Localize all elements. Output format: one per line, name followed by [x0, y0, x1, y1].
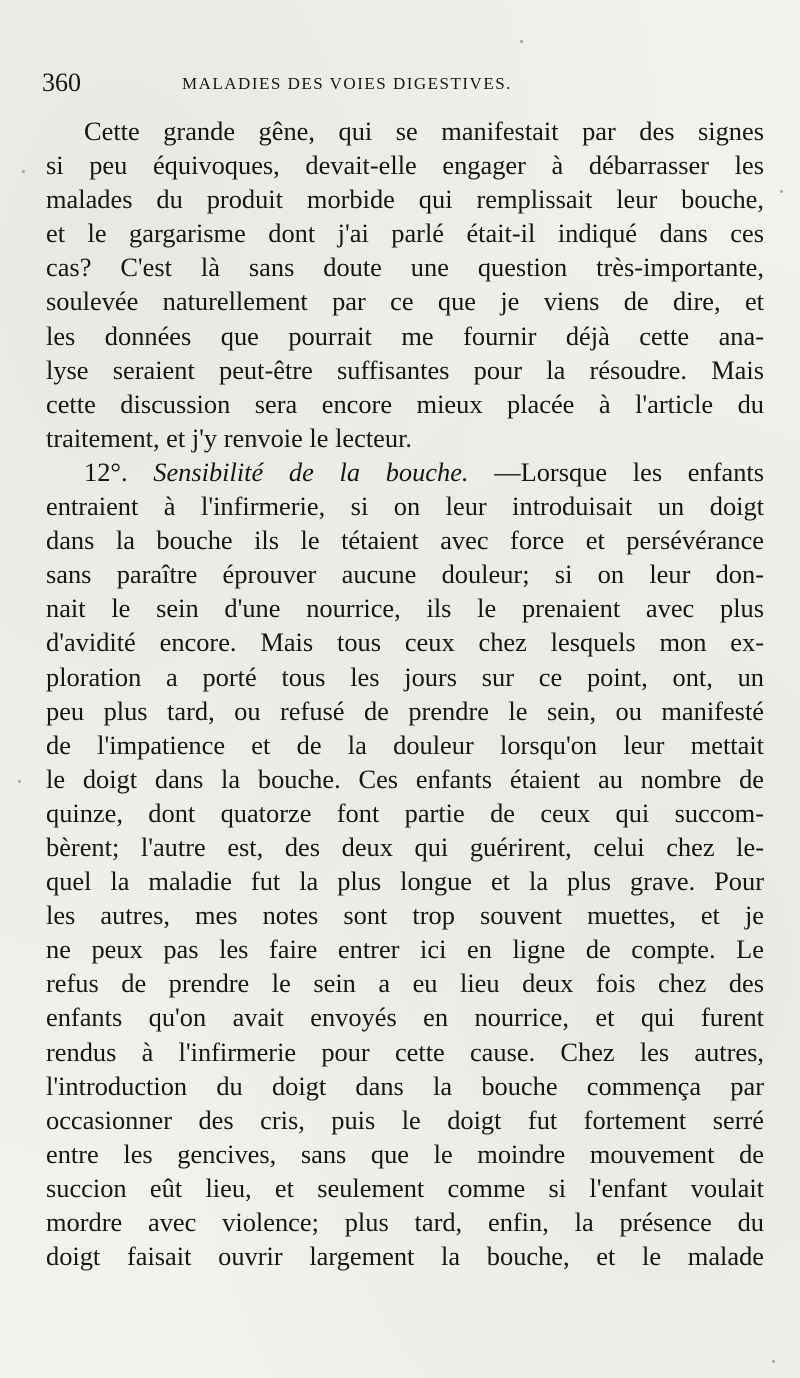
text-line: lyse seraient peut-être suffisantes pour la résoudre. Mais [46, 354, 764, 385]
text-line: mordre avec violence; plus tard, enfin, la présence du [46, 1207, 764, 1237]
paper-speck [18, 780, 21, 783]
text-line: de l'impatience et de la douleur lorsqu'on leur mettait [46, 729, 764, 760]
page-header [42, 62, 762, 102]
text-line: malades du produit morbide qui remplissait leur bouche, [46, 184, 764, 215]
text-line: quel la maladie fut la plus longue et la plus grave. Pour [46, 866, 764, 897]
paper-speck [772, 1360, 775, 1363]
text-line: occasionner des cris, puis le doigt fut fortement serré [46, 1104, 764, 1135]
page-number: 360 [42, 68, 81, 97]
text-line: refus de prendre le sein a eu lieu deux fois chez des [46, 968, 764, 999]
section-title: Sensibilité de la bouche. [153, 456, 469, 487]
text-line: nait le sein d'une nourrice, ils le prenaient avec plus [46, 593, 764, 624]
text-line: succion eût lieu, et seulement comme si l'enfant voulait [46, 1172, 764, 1203]
paper-speck [22, 170, 25, 173]
text-line: dans la bouche ils le tétaient avec force et persévérance [46, 525, 764, 556]
text-line: peu plus tard, ou refusé de prendre le sein, ou manifesté [46, 695, 764, 726]
body-text [46, 114, 764, 1273]
running-title: MALADIES DES VOIES DIGESTIVES. [182, 74, 512, 93]
section-heading-line [46, 455, 764, 489]
paper-speck [520, 40, 523, 43]
text-line: entraient à l'infirmerie, si on leur introduisait un doigt [46, 491, 764, 522]
text-line: les autres, mes notes sont trop souvent muettes, et je [46, 900, 764, 931]
text-line: si peu équivoques, devait-elle engager à débarrasser les [46, 150, 764, 181]
paper-speck [780, 190, 783, 193]
text-line: quinze, dont quatorze font partie de ceux qui succom- [46, 797, 764, 828]
text-line: rendus à l'infirmerie pour cette cause. Chez les autres, [46, 1036, 764, 1067]
text-line: cas? C'est là sans doute une question très-importante, [46, 252, 764, 283]
text-line: les données que pourrait me fournir déjà cette ana- [46, 320, 764, 351]
text-line: sans paraître éprouver aucune douleur; si on leur don- [46, 559, 764, 590]
text-line: traitement, et j'y renvoie le lecteur. [46, 422, 413, 453]
section-number: 12°. [84, 456, 128, 487]
text-line: d'avidité encore. Mais tous ceux chez lesquels mon ex- [46, 627, 764, 658]
text-line: bèrent; l'autre est, des deux qui guérirent, celui chez le- [46, 831, 764, 862]
text-line: soulevée naturellement par ce que je viens de dire, et [46, 286, 764, 317]
text-line: le doigt dans la bouche. Ces enfants étaient au nombre de [46, 763, 764, 794]
text-line: doigt faisait ouvrir largement la bouche, et le malade [46, 1241, 764, 1272]
text-line: ne peux pas les faire entrer ici en ligne de compte. Le [46, 934, 764, 965]
text-line: ploration a porté tous les jours sur ce point, ont, un [46, 661, 764, 692]
text-line: et le gargarisme dont j'ai parlé était-il indiqué dans ces [46, 218, 764, 249]
text-line: cette discussion sera encore mieux placée à l'article du [46, 388, 764, 419]
text-line: l'introduction du doigt dans la bouche commença par [46, 1070, 764, 1101]
section-text: —Lorsque les enfants [494, 456, 764, 487]
text-line: entre les gencives, sans que le moindre mouvement de [46, 1138, 764, 1169]
text-line: enfants qu'on avait envoyés en nourrice, et qui furent [46, 1002, 764, 1033]
text-line: Cette grande gêne, qui se manifestait par des signes [84, 116, 764, 146]
